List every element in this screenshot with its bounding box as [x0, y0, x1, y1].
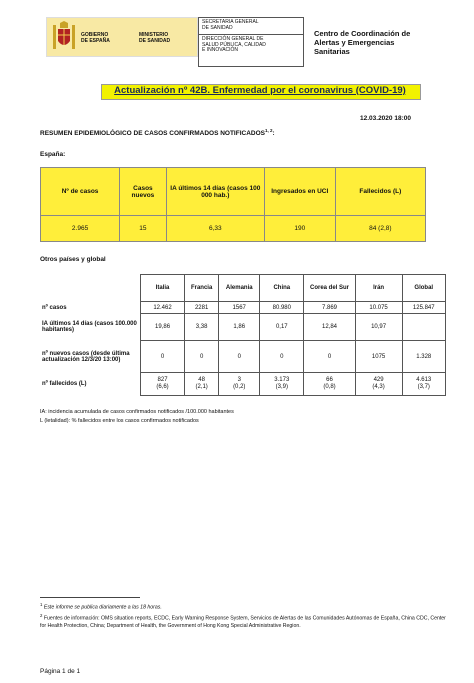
table-cell: 66 (0,8) [304, 373, 355, 396]
spain-value-cell: 84 (2,8) [335, 216, 425, 242]
ministerio-label: MINISTERIO DE SANIDAD [139, 32, 171, 44]
table-cell: 2281 [185, 302, 219, 314]
footnote-2 [40, 612, 450, 631]
report-date: 12.03.2020 18:00 [360, 115, 411, 122]
footnote-ref: 1, 2 [264, 128, 273, 133]
note-ia: IA: incidencia acumulada de casos confirmados notificados /100.000 habitantes [40, 409, 234, 415]
section-heading: RESUMEN EPIDEMIOLÓGICO DE CASOS CONFIRMADOS NOTIFICADOS$^{1, 2}$: [40, 128, 275, 138]
otros-label: Otros países y global [40, 256, 106, 263]
spain-value-cell: 190 [264, 216, 335, 242]
table-cell: 1075 [355, 341, 402, 373]
column-header: Corea del Sur [304, 275, 355, 302]
footnote-divider [40, 597, 140, 598]
resumen-label: RESUMEN EPIDEMIOLÓGICO DE CASOS CONFIRMADOS NOTIFICADOS [40, 130, 265, 138]
table-cell: 10.075 [355, 302, 402, 314]
table-notes [40, 408, 234, 426]
table-cell: 0 [219, 341, 260, 373]
table-cell: 4.613 (3,7) [402, 373, 445, 396]
corner-cell [40, 275, 140, 302]
column-header: Italia [140, 275, 184, 302]
table-cell: 19,86 [140, 314, 184, 341]
table-cell: 3,38 [185, 314, 219, 341]
table-cell: 0 [185, 341, 219, 373]
row-label: nº casos [42, 304, 67, 311]
spain-header-cell: Nº de casos [41, 168, 120, 216]
spain-value-row [41, 216, 426, 242]
table-cell: 0 [260, 341, 304, 373]
note-letalidad: L (letalidad): % fallecidos entre los casos confirmados notificados [40, 418, 199, 424]
table-cell [402, 314, 445, 341]
table-cell: 1567 [219, 302, 260, 314]
table-cell: 10,97 [355, 314, 402, 341]
spain-value-cell: 15 [120, 216, 167, 242]
secretaria-label: SECRETARIA GENERAL DE SANIDAD [199, 18, 303, 35]
centro-coordinacion-label: Centro de Coordinación de Alertas y Emergencias Sanitarias [314, 29, 411, 56]
table-row [40, 302, 446, 314]
footnote-number: 1 [40, 602, 43, 607]
column-header: Alemania [219, 275, 260, 302]
document-title: Actualización nº 42B. Enfermedad por el coronavirus (COVID-19) [114, 85, 406, 96]
column-header: Irán [355, 275, 402, 302]
table-cell: 0 [140, 341, 184, 373]
column-header: Global [402, 275, 445, 302]
government-logo [46, 17, 198, 57]
spain-header-row [41, 168, 426, 216]
table-cell: 3 (0,2) [219, 373, 260, 396]
table-cell: 12.462 [140, 302, 184, 314]
table-cell: 429 (4,3) [355, 373, 402, 396]
page-number: Página 1 de 1 [40, 668, 81, 675]
table-cell: 7.869 [304, 302, 355, 314]
world-header-row [40, 275, 446, 302]
footnote-1 [40, 601, 450, 612]
spain-value-cell: 2.965 [41, 216, 120, 242]
footnote-number: 2 [40, 613, 43, 619]
direccion-label: DIRECCIÓN GENERAL DE SALUD PÚBLICA, CALIDAD E INNOVACIÓN [202, 36, 266, 54]
column-header: Francia [185, 275, 219, 302]
table-cell: 1,86 [219, 314, 260, 341]
espana-label: España: [40, 151, 66, 158]
spain-value-cell: 6,33 [166, 216, 264, 242]
world-table [40, 274, 446, 396]
gobierno-label: GOBIERNO DE ESPAÑA [81, 32, 110, 44]
table-cell: 0,17 [260, 314, 304, 341]
table-row [40, 314, 446, 341]
table-row [40, 341, 446, 373]
table-cell: 12,84 [304, 314, 355, 341]
table-cell: 125.847 [402, 302, 445, 314]
footnote-text: Fuentes de información: OMS situation reports, ECDC, Early Warning Response System, Servicios de Alertas de las Comunidades Autónomas de España, China CDC, Center for Health Protection, China; Department of Health, the Government of Hong Kong Special Administrative Region. [40, 615, 446, 630]
spain-header-cell: Ingresados en UCI [264, 168, 335, 216]
secretaria-box [198, 17, 304, 67]
row-label: nº fallecidos (L) [42, 381, 87, 387]
spain-table [40, 167, 426, 242]
footnote-text: Este informe se publica diariamente a las 18 horas. [43, 604, 162, 611]
footnotes [40, 601, 450, 631]
table-row [40, 373, 446, 396]
table-cell: 0 [304, 341, 355, 373]
row-label: IA últimos 14 días (casos 100.000 habitantes) [42, 321, 137, 333]
row-label: nº nuevos casos (desde última actualización 12/3/20 13:00) [42, 350, 130, 363]
table-cell: 827 (6,6) [140, 373, 184, 396]
spain-header-cell: Fallecidos (L) [335, 168, 425, 216]
column-header: China [260, 275, 304, 302]
spain-header-cell: IA últimos 14 días (casos 100 000 hab.) [166, 168, 264, 216]
table-cell: 3.173 (3,9) [260, 373, 304, 396]
table-cell: 1.328 [402, 341, 445, 373]
table-cell: 48 (2,1) [185, 373, 219, 396]
spain-coat-of-arms-icon [51, 21, 77, 53]
table-cell: 80.980 [260, 302, 304, 314]
spain-header-cell: Casos nuevos [120, 168, 167, 216]
